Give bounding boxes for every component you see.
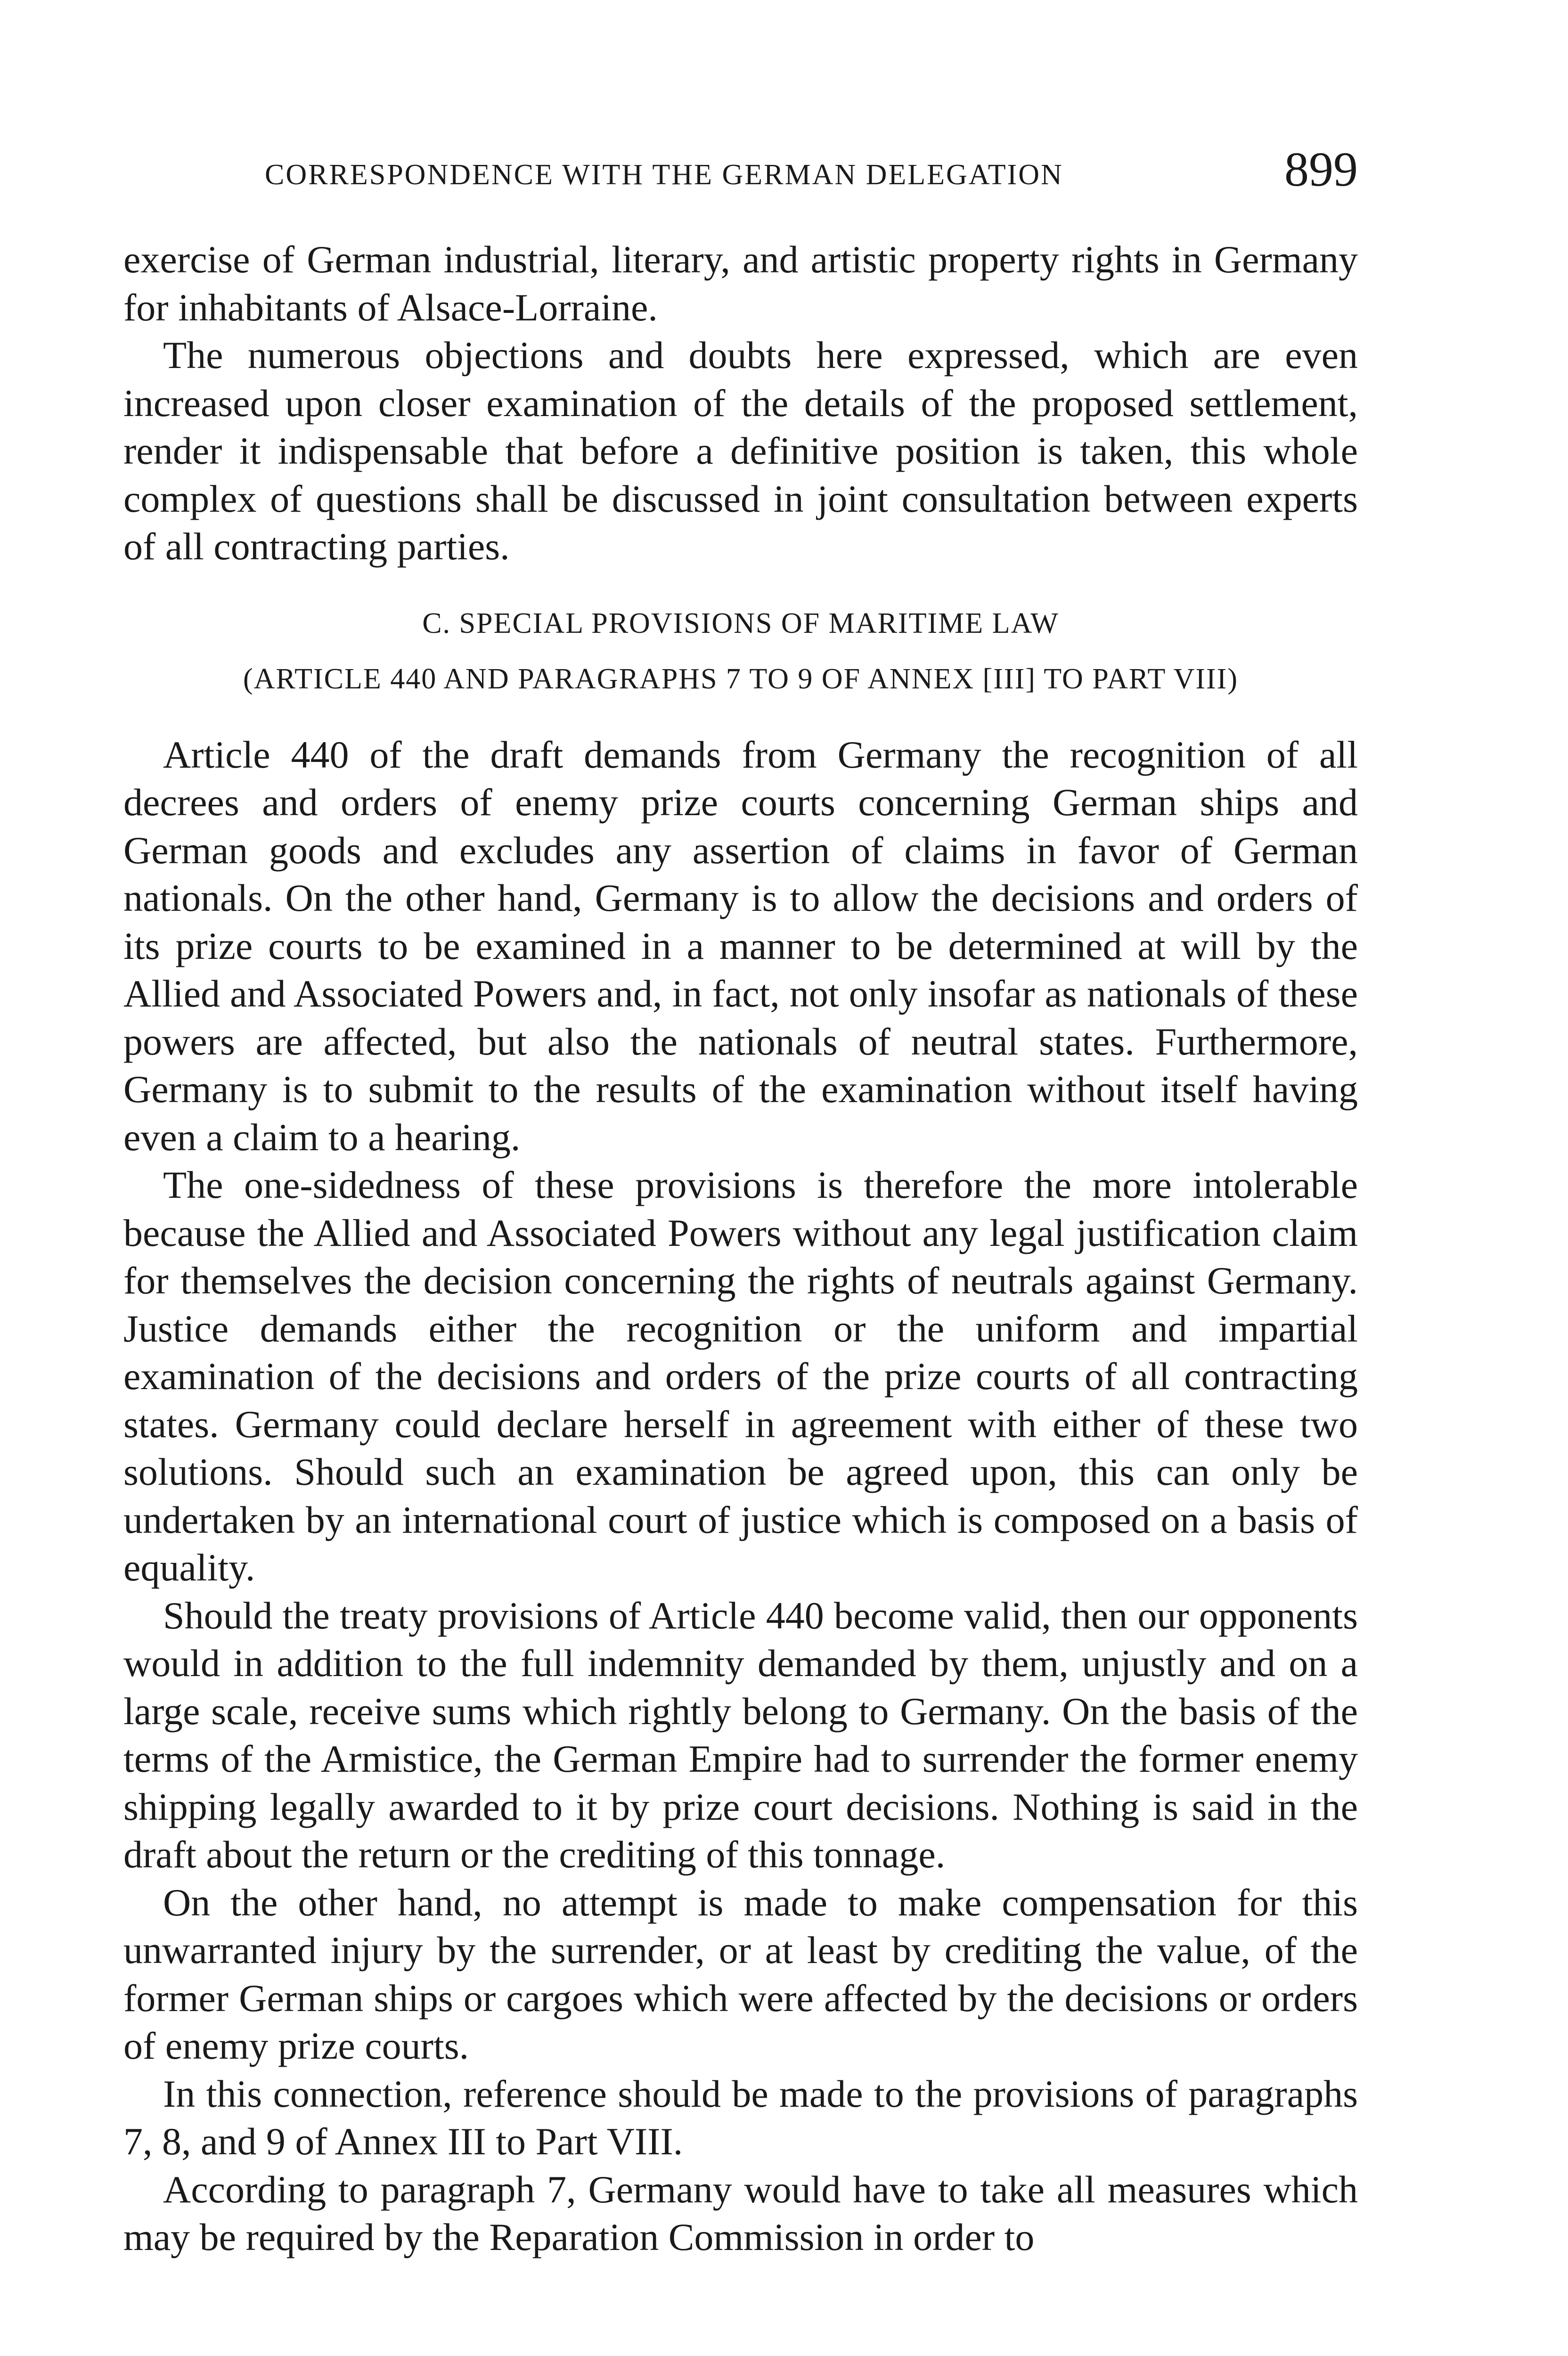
paragraph: exercise of German industrial, literary, and artistic property rights in Germany for inhabitants of Alsace-Lorraine.: [123, 238, 1358, 329]
paragraph: Article 440 of the draft demands from Germany the recognition of all decrees and orders of enemy prize courts concerning German ships and German goods and excludes any assertion of claims in favor of German nationals. On the other hand, Germany is to allow the decisions and orders of its prize courts to be examined in a manner to be determined at will by the Allied and Associated Powers and, in fact, not only insofar as nationals of these powers are affected, but also the nationals of neutral states. Furthermore, Germany is to submit to the results of the examination without itself having even a claim to a hearing.: [123, 733, 1358, 1159]
running-head: CORRESPONDENCE WITH THE GERMAN DELEGATION: [265, 159, 1063, 191]
paragraph: In this connection, reference should be made to the provisions of paragraphs 7, 8, and 9 of Annex III to Part VIII.: [123, 2072, 1358, 2163]
page-number: 899: [1284, 142, 1358, 196]
paragraph: According to paragraph 7, Germany would have to take all measures which may be required by the Reparation Commission in order to: [123, 2168, 1358, 2258]
paragraph: The numerous objections and doubts here expressed, which are even increased upon closer examination of the details of the proposed settlement, render it indispensable that before a definitive position is taken, this whole complex of questions shall be discussed in joint consultation between experts of all contracting parties.: [123, 334, 1358, 568]
paragraph: Should the treaty provisions of Article 440 become valid, then our opponents would in addition to the full indemnity demanded by them, unjustly and on a large scale, receive sums which rightly belong to Germany. On the basis of the terms of the Armistice, the German Empire had to surrender the former enemy shipping legally awarded to it by prize court decisions. Nothing is said in the draft about the return or the crediting of this tonnage.: [123, 1594, 1358, 1876]
page-header: [123, 142, 1358, 206]
paragraph: On the other hand, no attempt is made to make compensation for this unwarranted injury by the surrender, or at least by crediting the value, of the former German ships or cargoes which were affected by the decisions or orders of enemy prize courts.: [123, 1881, 1358, 2067]
section-subtitle: (ARTICLE 440 AND PARAGRAPHS 7 TO 9 OF ANNEX [III] TO PART VIII): [243, 663, 1238, 695]
body-text: [123, 236, 1358, 2261]
section-title: C. SPECIAL PROVISIONS OF MARITIME LAW: [422, 607, 1059, 639]
paragraph: The one-sidedness of these provisions is therefore the more intolerable because the Allied and Associated Powers without any legal justification claim for themselves the decision concerning the rights of neutrals against Germany. Justice demands either the recognition or the uniform and impartial examination of the decisions and orders of the prize courts of all contracting states. Germany could declare herself in agreement with either of these two solutions. Should such an examination be agreed upon, this can only be undertaken by an international court of justice which is composed on a basis of equality.: [123, 1163, 1358, 1589]
